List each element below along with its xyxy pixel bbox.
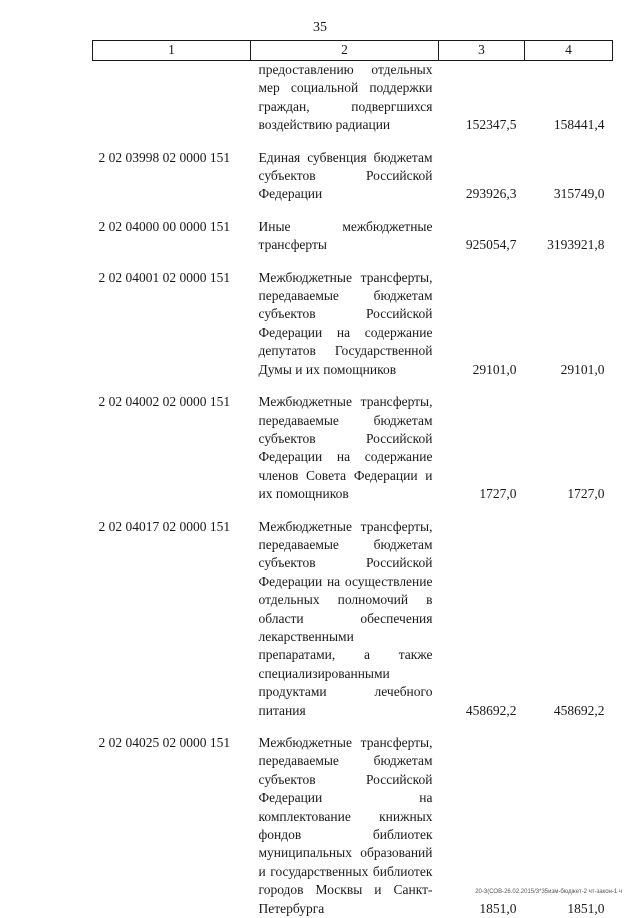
- row-value-col3: 152347,5: [465, 117, 517, 133]
- row-value-col4: 458692,2: [553, 702, 605, 718]
- row-description: Единая субвенция бюджетам субъектов Российской Федерации: [258, 149, 433, 202]
- page-number: 35: [313, 20, 327, 35]
- row-spacer: [93, 379, 613, 393]
- row-description: предоставлению отдельных мер социальной поддержки граждан, подвергшихся воздействию радиации: [258, 62, 433, 133]
- row-code: [93, 61, 251, 135]
- row-value-col4: 1851,0: [567, 900, 605, 916]
- row-code: 2 02 04001 02 0000 151: [98, 269, 231, 285]
- row-spacer: [93, 255, 613, 269]
- table-row: [93, 61, 613, 135]
- row-value-col4: 3193921,8: [547, 237, 605, 253]
- row-value-col4: 29101,0: [560, 361, 605, 377]
- row-value-col4: 1727,0: [567, 486, 605, 502]
- table-row: [93, 518, 613, 720]
- table-row: [93, 269, 613, 379]
- column-header-3: 3: [439, 41, 525, 61]
- row-description: Межбюджетные трансферты, передаваемые бюджетам субъектов Российской Федерации на осуществление отдельных полномочий в области обеспечения лекарственными препаратами, а также специализированными продуктами лечебного питания: [258, 518, 433, 718]
- row-value-col3: 1727,0: [479, 486, 517, 502]
- row-description: Межбюджетные трансферты, передаваемые бюджетам субъектов Российской Федерации на содержание членов Совета Федерации и их помощников: [258, 394, 433, 502]
- row-code: 2 02 04017 02 0000 151: [98, 518, 231, 534]
- row-spacer: [93, 720, 613, 734]
- column-header-1: 1: [93, 41, 251, 61]
- row-spacer: [93, 504, 613, 518]
- row-value-col3: 1851,0: [479, 900, 517, 916]
- row-value-col4: 315749,0: [553, 186, 605, 202]
- column-header-2: 2: [251, 41, 439, 61]
- column-header-4: 4: [525, 41, 613, 61]
- row-code: 2 02 03998 02 0000 151: [98, 149, 231, 165]
- row-code: 2 02 04025 02 0000 151: [98, 735, 231, 750]
- document-footer-code: 20-3(СОВ-26.02.2015/3*35изм-бюджет-2 чт-закон-1 ч: [475, 889, 622, 895]
- row-description: Межбюджетные трансферты, передаваемые бюджетам субъектов Российской Федерации на содержание депутатов Государственной Думы и их помощников: [258, 269, 433, 377]
- row-value-col3: 29101,0: [472, 361, 517, 377]
- row-code: 2 02 04002 02 0000 151: [98, 394, 231, 410]
- row-value-col3: 925054,7: [465, 237, 517, 253]
- row-code: 2 02 04000 00 0000 151: [98, 218, 231, 234]
- row-spacer: [93, 135, 613, 149]
- row-value-col3: 293926,3: [465, 186, 517, 202]
- table-row: [93, 149, 613, 204]
- column-header-row: [93, 41, 613, 61]
- row-description: Межбюджетные трансферты, передаваемые бюджетам субъектов Российской Федерации на комплектование книжных фондов библиотек муниципальных образований и государственных библиотек городов Москвы и Санкт-Петербурга: [258, 735, 433, 916]
- row-value-col4: 158441,4: [553, 117, 605, 133]
- budget-table: [92, 40, 613, 918]
- table-row: [93, 393, 613, 503]
- row-description: Иные межбюджетные трансферты: [258, 218, 433, 253]
- table-row: [93, 218, 613, 255]
- row-value-col3: 458692,2: [465, 702, 517, 718]
- row-spacer: [93, 204, 613, 218]
